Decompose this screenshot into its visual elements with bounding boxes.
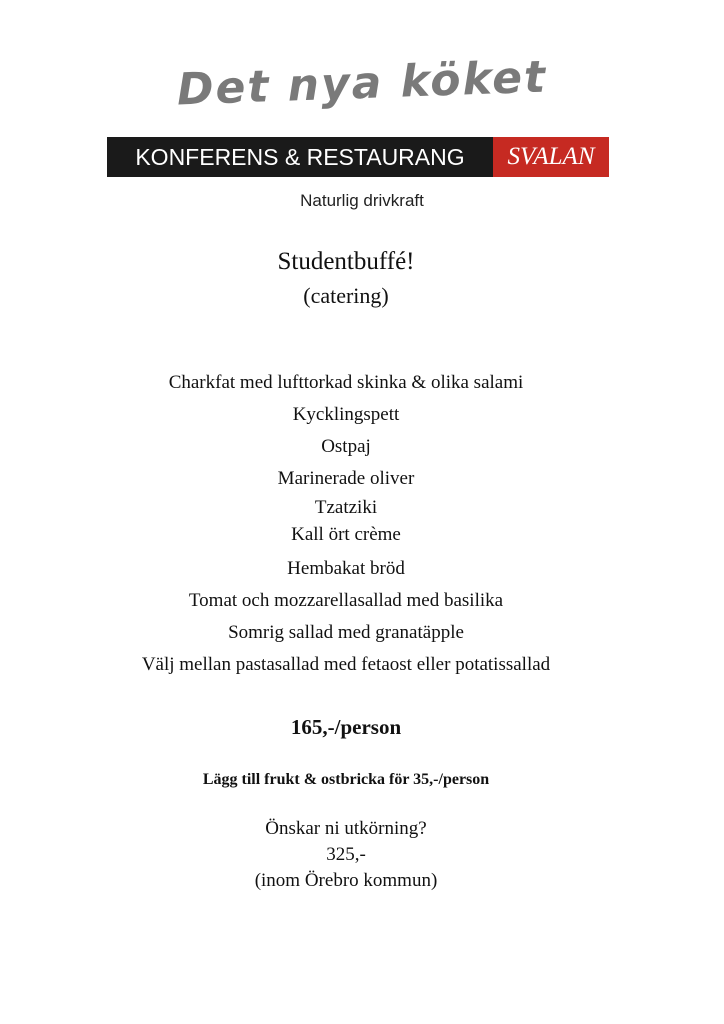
- menu-item: Välj mellan pastasallad med fetaost eller potatissallad: [141, 654, 551, 675]
- delivery-price: 325,-: [326, 844, 366, 865]
- menu-item: Ostpaj: [321, 436, 371, 457]
- brand-script-logo: Det nya köket: [176, 51, 548, 116]
- menu-item: Somrig sallad med granatäpple: [228, 622, 464, 643]
- menu-item: Marinerade oliver: [277, 468, 415, 489]
- menu-list: [0, 368, 692, 682]
- menu-item: Tomat och mozzarellasallad med basilika: [188, 590, 504, 611]
- brand-banner: [107, 137, 609, 177]
- delivery-question: Önskar ni utkörning?: [265, 818, 427, 839]
- delivery-area: (inom Örebro kommun): [254, 870, 438, 891]
- menu-item: Charkfat med lufttorkad skinka & olika salami: [168, 372, 524, 393]
- addon-offer: Lägg till frukt & ostbricka för 35,-/person: [202, 771, 490, 788]
- page-subtitle: (catering): [303, 283, 389, 308]
- banner-left-text: KONFERENS & RESTAURANG: [107, 137, 493, 177]
- page-title: Studentbuffé!: [277, 248, 415, 275]
- menu-item: Tzatziki: [314, 497, 378, 518]
- menu-item: Kall ört crème: [291, 524, 401, 545]
- price-per-person: 165,-/person: [290, 715, 402, 739]
- menu-item: Kycklingspett: [292, 404, 400, 425]
- menu-item: Hembakat bröd: [287, 558, 405, 579]
- brand-tagline: Naturlig drivkraft: [300, 191, 424, 210]
- banner-right-text: SVALAN: [493, 137, 609, 177]
